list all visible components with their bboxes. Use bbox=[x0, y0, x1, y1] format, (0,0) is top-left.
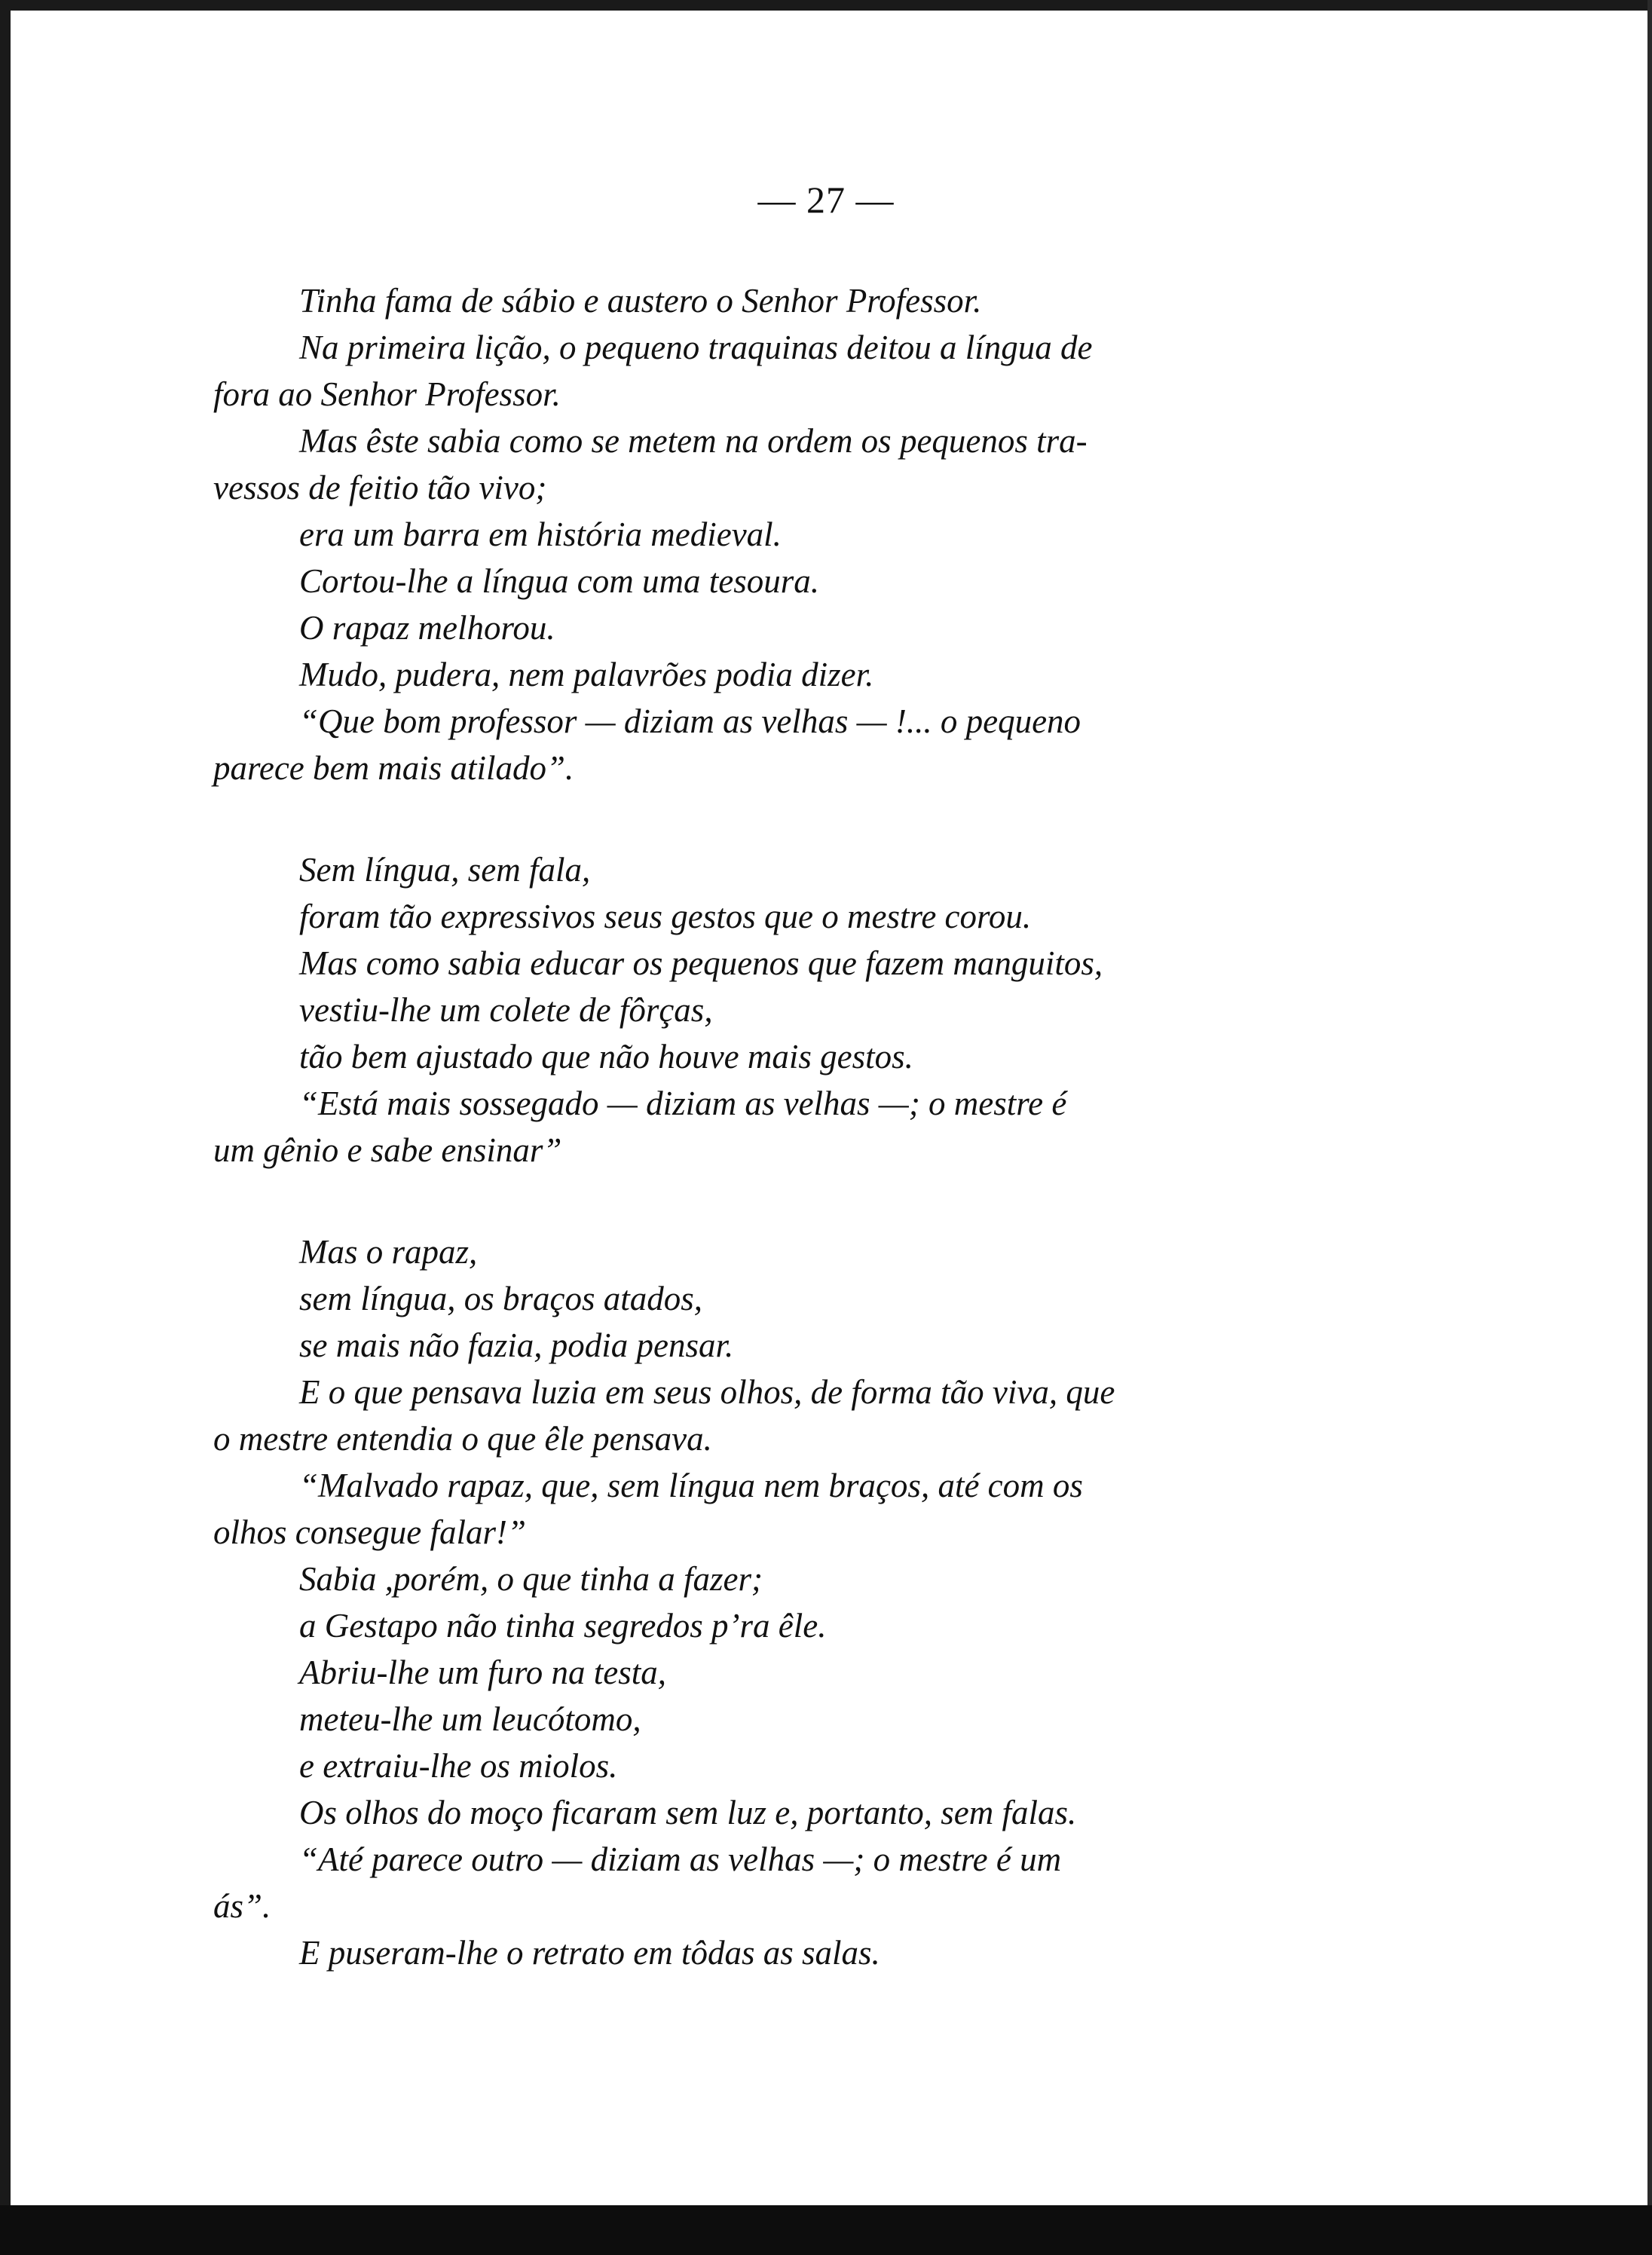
poem-line: vestiu-lhe um colete de fôrças, bbox=[299, 991, 713, 1029]
poem-line: Cortou-lhe a língua com uma tesoura. bbox=[299, 562, 819, 600]
poem-line: se mais não fazia, podia pensar. bbox=[299, 1326, 734, 1364]
poem-body bbox=[213, 277, 1404, 1976]
poem-line: “Está mais sossegado — diziam as velhas —; o mestre é bbox=[299, 1085, 1067, 1122]
poem-line: Mas o rapaz, bbox=[299, 1233, 478, 1271]
scan-border-bottom bbox=[0, 2205, 1652, 2255]
poem-line: E puseram-lhe o retrato em tôdas as salas. bbox=[299, 1934, 880, 1972]
poem-line: “Que bom professor — diziam as velhas — !... o pequeno bbox=[299, 702, 1081, 740]
scan-border-left bbox=[0, 0, 11, 2255]
poem-line: fora ao Senhor Professor. bbox=[213, 375, 561, 413]
poem-line: Na primeira lição, o pequeno traquinas deitou a língua de bbox=[299, 329, 1093, 366]
poem-line: parece bem mais atilado”. bbox=[213, 749, 574, 787]
poem-line: vessos de feitio tão vivo; bbox=[213, 469, 547, 506]
poem-line: Os olhos do moço ficaram sem luz e, portanto, sem falas. bbox=[299, 1794, 1077, 1831]
stanza bbox=[213, 846, 1404, 1173]
scan-border-top bbox=[0, 0, 1652, 11]
page-number: — 27 — bbox=[757, 179, 895, 221]
poem-line: Mas êste sabia como se metem na ordem os pequenos tra- bbox=[299, 422, 1088, 460]
poem-line: foram tão expressivos seus gestos que o mestre corou. bbox=[299, 898, 1032, 935]
poem-line: a Gestapo não tinha segredos p’ra êle. bbox=[299, 1607, 827, 1645]
poem-line: olhos consegue falar!” bbox=[213, 1513, 526, 1551]
poem-line: e extraiu-lhe os miolos. bbox=[299, 1747, 618, 1785]
scan-border-right bbox=[1647, 0, 1652, 2255]
poem-line: Sabia ,porém, o que tinha a fazer; bbox=[299, 1560, 763, 1598]
poem-line: o mestre entendia o que êle pensava. bbox=[213, 1420, 712, 1458]
poem-line: Mudo, pudera, nem palavrões podia dizer. bbox=[299, 656, 874, 693]
poem-line: tão bem ajustado que não houve mais gestos. bbox=[299, 1038, 913, 1075]
poem-line: Sem língua, sem fala, bbox=[299, 851, 591, 889]
poem-line: “Malvado rapaz, que, sem língua nem braços, até com os bbox=[299, 1467, 1083, 1504]
poem-line: Mas como sabia educar os pequenos que fazem manguitos, bbox=[299, 944, 1103, 982]
poem-line: sem língua, os braços atados, bbox=[299, 1280, 703, 1317]
stanza bbox=[213, 1228, 1404, 1976]
poem-line: Abriu-lhe um furo na testa, bbox=[299, 1654, 667, 1691]
poem-line: E o que pensava luzia em seus olhos, de forma tão viva, que bbox=[299, 1373, 1115, 1411]
poem-line: meteu-lhe um leucótomo, bbox=[299, 1700, 641, 1738]
poem-line: Tinha fama de sábio e austero o Senhor Professor. bbox=[299, 282, 982, 320]
poem-line: “Até parece outro — diziam as velhas —; o mestre é um bbox=[299, 1840, 1062, 1878]
poem-line: ás”. bbox=[213, 1887, 271, 1925]
poem-line: um gênio e sabe ensinar” bbox=[213, 1131, 562, 1169]
poem-line: O rapaz melhorou. bbox=[299, 609, 555, 647]
poem-line: era um barra em história medieval. bbox=[299, 516, 782, 553]
stanza-gap bbox=[213, 791, 1404, 846]
stanza-gap bbox=[213, 1173, 1404, 1228]
stanza bbox=[213, 277, 1404, 791]
